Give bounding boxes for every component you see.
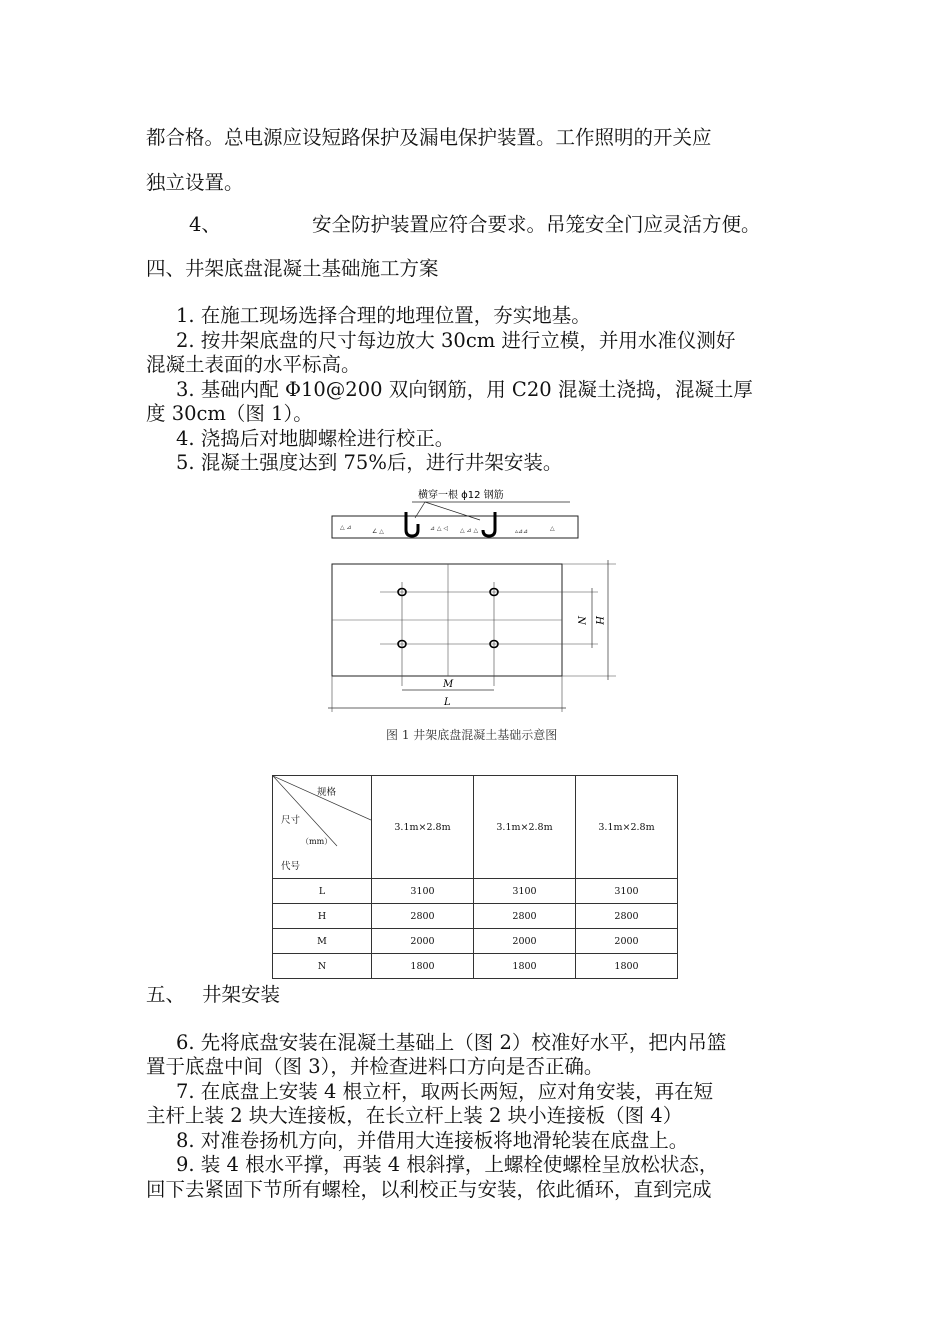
table-row: [273, 929, 678, 954]
section-heading-4: 四、井架底盘混凝土基础施工方案: [146, 257, 439, 280]
step-7-line: 7. 在底盘上安装 4 根立杆，取两长两短，应对角安装，再在短: [176, 1080, 714, 1103]
dim-H-label: H: [593, 616, 604, 625]
column-header: 3.1m×2.8m: [576, 776, 678, 879]
step-9-line: 9. 装 4 根水平撑，再装 4 根斜撑，上螺栓使螺栓呈放松状态，: [176, 1153, 719, 1176]
figure-caption: 图 1 井架底盘混凝土基础示意图: [386, 728, 558, 742]
header-unit: （mm）: [301, 837, 333, 846]
svg-text:∠ △: ∠ △: [372, 528, 384, 535]
rebar-label: 横穿一根 ϕ12 钢筋: [418, 490, 504, 501]
header-spec: 规格: [317, 787, 337, 798]
table-cell: 3100: [372, 879, 474, 904]
item-number: 4、: [189, 213, 221, 236]
table-cell: 1800: [474, 954, 576, 979]
table-cell: 3100: [474, 879, 576, 904]
header-code: 代号: [281, 861, 301, 872]
svg-text:▵⊿⊿: ▵⊿⊿: [515, 528, 529, 535]
row-code: N: [273, 954, 372, 979]
dim-M-label: M: [443, 679, 454, 690]
row-code: H: [273, 904, 372, 929]
table-cell: 2800: [576, 904, 678, 929]
step-4: 4. 浇捣后对地脚螺栓进行校正。: [176, 427, 455, 450]
step-2-line: 混凝土表面的水平标高。: [146, 353, 361, 376]
paragraph-line: 都合格。总电源应设短路保护及漏电保护装置。工作照明的开关应: [146, 126, 712, 149]
svg-text:△ ⊿: △ ⊿: [340, 524, 352, 531]
step-5: 5. 混凝土强度达到 75%后，进行井架安装。: [176, 451, 563, 474]
step-3-line: 3. 基础内配 Φ10@200 双向钢筋，用 C20 混凝土浇捣，混凝土厚: [176, 378, 753, 401]
step-3-line: 度 30cm（图 1）。: [146, 402, 313, 425]
dim-L-label: L: [444, 697, 451, 708]
row-code: M: [273, 929, 372, 954]
svg-text:△: △: [550, 525, 555, 532]
column-header: 3.1m×2.8m: [474, 776, 576, 879]
paragraph-line: 安全防护装置应符合要求。吊笼安全门应灵活方便。: [312, 213, 761, 236]
step-6-line: 6. 先将底盘安装在混凝土基础上（图 2）校准好水平，把内吊篮: [176, 1031, 727, 1054]
svg-text:△ ⊿ △: △ ⊿ △: [460, 527, 479, 534]
dim-N-label: N: [575, 616, 586, 625]
table-cell: 2000: [372, 929, 474, 954]
header-size: 尺寸: [281, 815, 301, 826]
step-7-line: 主杆上装 2 块大连接板，在长立杆上装 2 块小连接板（图 4）: [146, 1104, 683, 1127]
column-header: 3.1m×2.8m: [372, 776, 474, 879]
concrete-section: [332, 516, 578, 538]
row-code: L: [273, 879, 372, 904]
section-heading-5-number: 五、: [146, 983, 186, 1006]
table-cell: 2800: [474, 904, 576, 929]
table-cell: 3100: [576, 879, 678, 904]
spec-table: [272, 775, 678, 979]
step-2-line: 2. 按井架底盘的尺寸每边放大 30cm 进行立模，并用水准仪测好: [176, 329, 736, 352]
table-cell: 2000: [576, 929, 678, 954]
step-8: 8. 对准卷扬机方向，并借用大连接板将地滑轮装在底盘上。: [176, 1129, 689, 1152]
step-6-line: 置于底盘中间（图 3），并检查进料口方向是否正确。: [146, 1055, 604, 1078]
table-cell: 1800: [576, 954, 678, 979]
step-9-line: 回下去紧固下节所有螺栓，以利校正与安装，依此循环，直到完成: [146, 1178, 712, 1201]
table-cell: 2000: [474, 929, 576, 954]
diagonal-header-cell: [273, 776, 372, 879]
table-cell: 2800: [372, 904, 474, 929]
svg-text:⊿ △ ◁: ⊿ △ ◁: [430, 525, 449, 532]
step-1: 1. 在施工现场选择合理的地理位置，夯实地基。: [176, 304, 591, 327]
paragraph-line: 独立设置。: [146, 171, 244, 194]
foundation-diagram: [320, 486, 620, 722]
table-row: [273, 879, 678, 904]
table-row: [273, 904, 678, 929]
section-heading-5: 井架安装: [202, 983, 281, 1006]
table-row: [273, 954, 678, 979]
table-cell: 1800: [372, 954, 474, 979]
